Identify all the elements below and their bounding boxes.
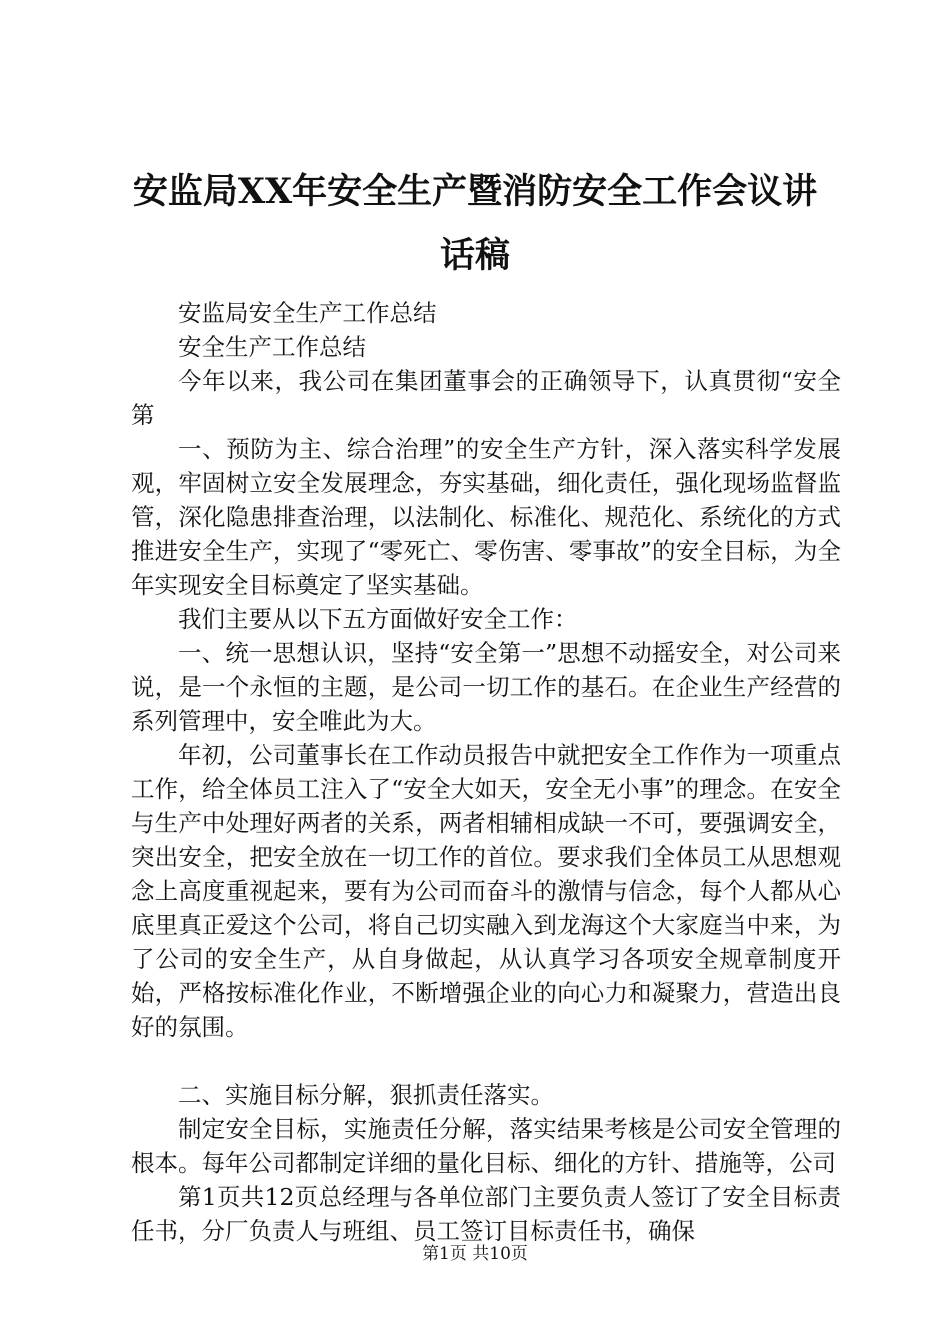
- paragraph: 安监局安全生产工作总结: [178, 299, 437, 327]
- document-title: 安监局XX年安全生产暨消防安全工作会议讲话稿: [132, 171, 818, 276]
- paragraph: 我们主要从以下五方面做好安全工作：: [178, 605, 578, 633]
- paragraph: 一、统一思想认识，坚持“安全第一”思想不动摇安全，对公司来说，是一个永恒的主题，是公司一切工作的基石。在企业生产经营的系列管理中，安全唯此为大。: [131, 639, 841, 735]
- paragraph: 制定安全目标，实施责任分解，落实结果考核是公司安全管理的根本。每年公司都制定详细的量化目标、细化的方针、措施等，公司: [131, 1115, 841, 1177]
- paragraph: 安全生产工作总结: [178, 333, 366, 361]
- document-body: [131, 296, 841, 1248]
- paragraph: 今年以来，我公司在集团董事会的正确领导下，认真贯彻“安全第: [131, 367, 841, 429]
- section-heading: 二、实施目标分解，狠抓责任落实。: [178, 1081, 554, 1109]
- paragraph: 年初，公司董事长在工作动员报告中就把安全工作作为一项重点工作，给全体员工注入了“安全大如天，安全无小事”的理念。在安全与生产中处理好两者的关系，两者相辅相成缺一不可，要强调安全，突出安全，把安全放在一切工作的首位。要求我们全体员工从思想观念上高度重视起来，要有为公司而奋斗的激情与信念，每个人都从心底里真正爱这个公司，将自己切实融入到龙海这个大家庭当中来，为了公司的安全生产，从自身做起，从认真学习各项安全规章制度开始，严格按标准化作业，不断增强企业的向心力和凝聚力，营造出良好的氛围。: [131, 741, 841, 1041]
- paragraph: 一、预防为主、综合治理”的安全生产方针，深入落实科学发展观，牢固树立安全发展理念，夯实基础，细化责任，强化现场监督监管，深化隐患排查治理，以法制化、标准化、规范化、系统化的方式推进安全生产，实现了“零死亡、零伤害、零事故”的安全目标，为全年实现安全目标奠定了坚实基础。: [131, 435, 841, 599]
- page-footer: 第1页 共10页: [422, 1244, 528, 1264]
- paragraph: 第1页共12页总经理与各单位部门主要负责人签订了安全目标责任书，分厂负责人与班组、员工签订目标责任书，确保: [131, 1183, 841, 1245]
